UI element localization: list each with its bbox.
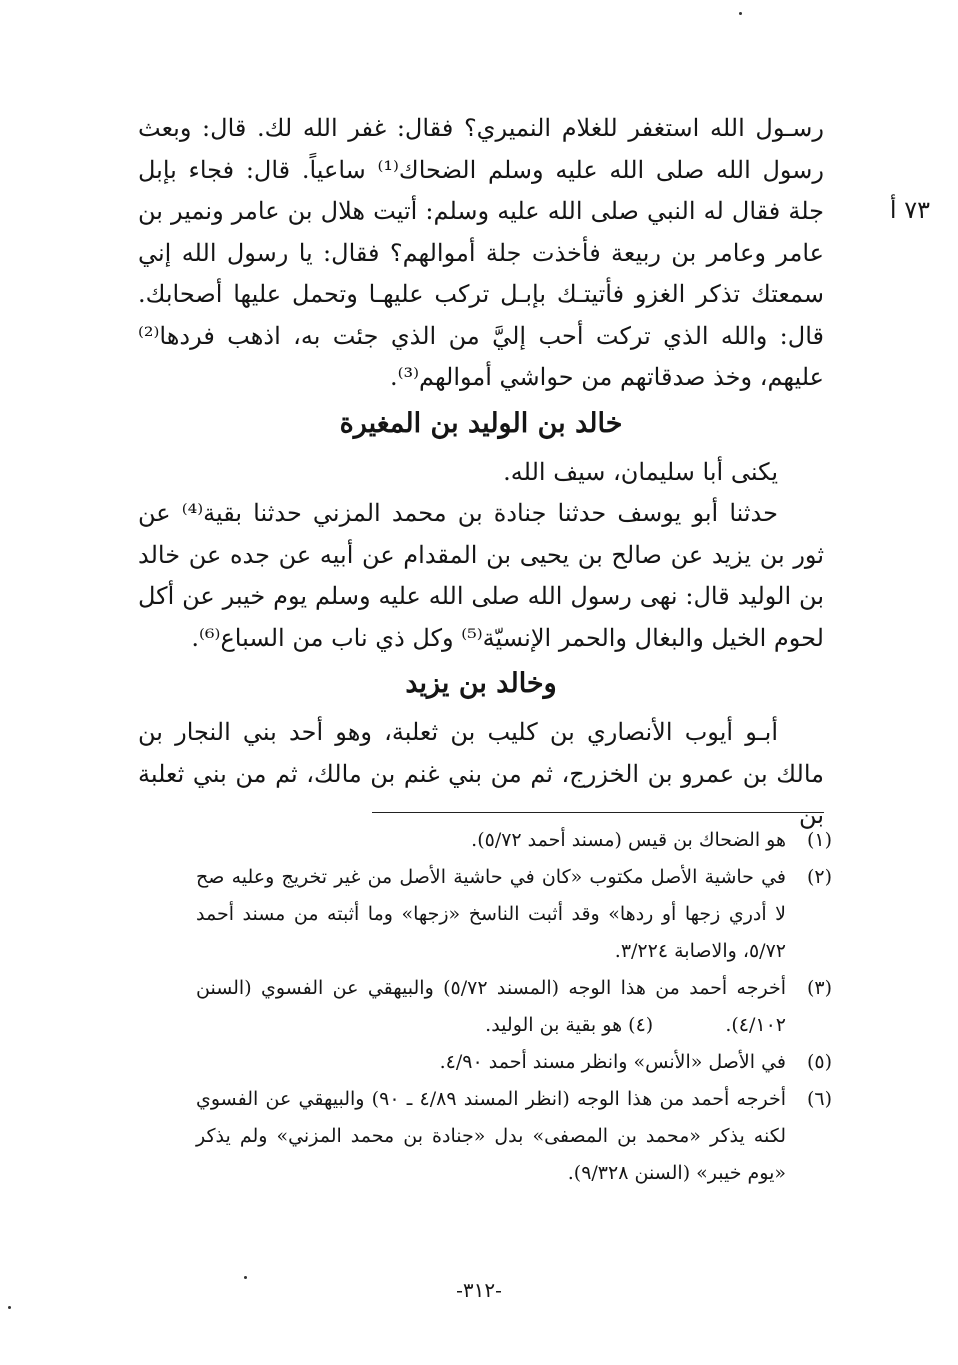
footnote-number: (٥)	[806, 1051, 832, 1073]
footnote-4-number: (٤)	[628, 1014, 654, 1036]
footnote-text: هو الضحاك بن قيس (مسند أحمد ٥/٧٢).	[471, 829, 786, 851]
footnote-list	[196, 822, 832, 1192]
footnote-number: (١)	[806, 829, 832, 851]
page-number: -٣١٢-	[456, 1278, 502, 1302]
paragraph-hadith: حدثنا أبو يوسف حدثنا جنادة بن محمد المزني حدثنا بقية⁽⁴⁾ عن ثور بن يزيد عن صالح بن يحيى بن المقدام عن أبيه عن جده عن خالد بن الوليد قال: نهى رسول الله صلى الله عليه وسلم يوم خيبر عن أكل لحوم الخيل والبغال والحمر الإنسيّة⁽⁵⁾ وكل ذي ناب من السباع⁽⁶⁾.	[138, 499, 824, 652]
scan-speck	[244, 1276, 247, 1279]
footnote-3	[196, 970, 832, 1044]
footnote-text: في حاشية الأصل مكتوب «كان في حاشية الأصل من غير تخريج وعليه صح لا أدري زجها أو ردها» وقد أثبت الناسخ «زجها» وما أثبته من مسند أحمد ٥/٧٢، والاصابة ٣/٢٢٤.	[196, 866, 786, 962]
footnote-text: في الأصل «الأنس» وانظر مسند أحمد ٤/٩٠.	[439, 1051, 786, 1073]
footnote-2	[196, 859, 832, 970]
paragraph-kunya: يكنى أبا سليمان، سيف الله.	[503, 458, 778, 486]
footnote-4-text: هو بقية بن الوليد.	[485, 1014, 623, 1036]
footnote-divider	[372, 812, 824, 813]
section-heading-khalid-ibn-al-walid: خالد بن الوليد بن المغيرة	[339, 408, 623, 439]
section-heading-khalid-ibn-yazid: وخالد بن يزيد	[405, 668, 557, 699]
scan-speck	[8, 1306, 11, 1309]
footnote-1	[196, 822, 832, 859]
footnote-5	[196, 1044, 832, 1081]
footnote-number: (٣)	[806, 977, 832, 999]
footnote-text: أخرجه أحمد من هذا الوجه (انظر المسند ٤/٨٩ ـ ٩٠) والبيهقي عن الفسوي لكنه يذكر «محمد بن المصفى» بدل «جنادة بن محمد المزني» ولم يذكر «يوم خيبر» (السنن ٩/٣٢٨).	[196, 1088, 786, 1184]
margin-folio-note: ٧٣ أ	[889, 196, 930, 224]
scan-speck	[739, 12, 742, 15]
footnote-text	[196, 970, 792, 1044]
paragraph-1: رسـول الله استغفر للغلام النميري؟ فقال: غفر الله لك. قال: وبعث رسول الله صلى الله عليه وسلم الضحاك⁽¹⁾ ساعياً. قال: فجاء بإبل جلة فقال له النبي صلى الله عليه وسلم: أتيت هلال بن عامر ونمير بن عامر وعامر بن ربيعة فأخذت جلة أموالهم؟ فقال: يا رسول الله إني سمعتك تذكر الغزو فأتيتـك بإبـل تركب عليهـا وتحمل عليها أصحابك. قال: والله الذي تركت أحب إليَّ من الذي جئت به، اذهب فردها⁽²⁾ عليهم، وخذ صدقاتهم من حواشي أموالهم⁽³⁾.	[138, 114, 824, 391]
footnote-3-text: أخرجه أحمد من هذا الوجه (المسند ٥/٧٢) والبيهقي عن الفسوي (السنن ٤/١٠٢).	[196, 977, 786, 1036]
footnote-6	[196, 1081, 832, 1192]
footnote-number: (٦)	[806, 1088, 832, 1110]
paragraph-abu-ayyub: أبـو أيوب الأنصاري بن كليب بن ثعلبة، وهو أحد بني النجار بن مالك بن عمرو بن الخزرج، ثم من بني غنم بن مالك، ثم من بني ثعلبة بن	[138, 718, 824, 829]
footnote-number: (٢)	[806, 866, 832, 888]
